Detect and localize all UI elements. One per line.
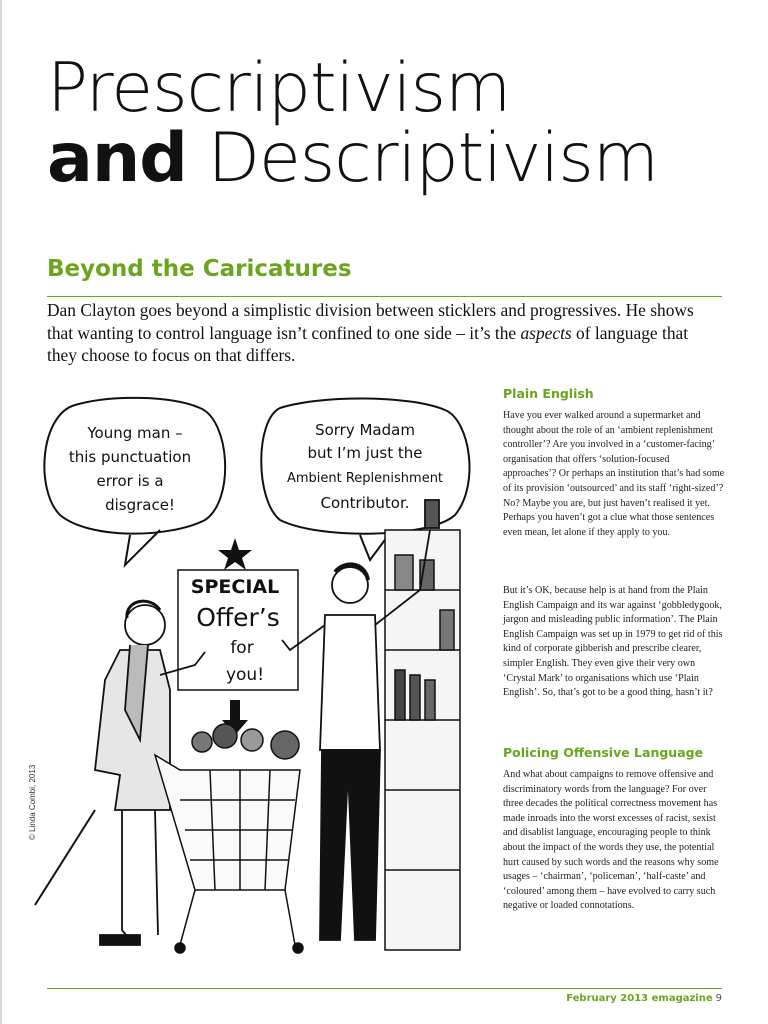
footer-issue: February 2013 emagazine <box>566 993 713 1004</box>
sign-line-2: Offer’s <box>196 603 280 632</box>
shelf-unit <box>385 530 460 950</box>
bubble-right-line-2: but I’m just the <box>307 444 423 462</box>
bubble-left-line-2: this punctuation <box>68 448 192 466</box>
bubble-left-line-3: error is a <box>96 472 164 490</box>
sign-line-3: for <box>230 638 254 658</box>
page-title-line-1: Prescriptivism <box>47 49 511 128</box>
illustration-credit: © Linda Combi, 2013 <box>28 764 37 840</box>
shopping-trolley <box>155 724 303 953</box>
illustration-stroke <box>35 810 95 905</box>
star-icon <box>218 538 252 570</box>
cartoon-illustration <box>30 390 475 975</box>
intro-text-1: Dan Clayton goes beyond a simplistic division between sticklers and progressives. He shows that wanting to control language isn’t confined to one side – it’s the <box>47 300 694 343</box>
article-subtitle: Beyond the Caricatures <box>47 256 352 282</box>
plain-english-paragraph-1: Have you ever walked around a supermarket and thought about the role of an ‘ambient replenishment controller’? Are you involved in a ‘customer-facing’ organisation that offers ‘solution-focused approaches’? Or perhaps an institution that’s had some of its provision ‘outsourced’ and its staff ‘right-sized’? No? Maybe you are, but just haven’t realised it yet. Perhaps you haven’t got a clue what those sentences even mean, let alone if they apply to you. <box>503 410 725 538</box>
title-rest: Descriptivism <box>186 119 658 198</box>
title-bold-word: and <box>47 119 187 198</box>
subtitle-rule <box>47 296 722 297</box>
sign-line-1: SPECIAL <box>190 576 280 598</box>
bubble-right-line-1: Sorry Madam <box>315 421 415 439</box>
page-footer <box>566 993 722 1004</box>
bubble-left-line-1: Young man – <box>87 424 183 442</box>
page-title-line-2 <box>47 119 658 198</box>
sign-line-4: you! <box>225 665 265 685</box>
footer-rule <box>47 988 722 989</box>
section-heading-offensive-language: Policing Offensive Language <box>503 745 704 760</box>
intro-emphasis: aspects <box>520 322 572 343</box>
special-offer-sign <box>178 538 298 735</box>
bubble-right-line-4: Contributor. <box>320 494 410 512</box>
offensive-language-paragraph: And what about campaigns to remove offensive and discriminatory words from the language? For over three decades the political correctness movement has made inroads into the worst excesses of racist, sexist and disablist language, encouraging people to think about the impact of the words they use, the potential hurt caused by such words and the reasons why some usages – ‘chairman’, ‘policeman’, ‘half-caste’ and ‘coloured’ among them – have evolved to carry such negative or loaded connotations. <box>503 769 719 912</box>
bubble-right-line-3: Ambient Replenishment <box>286 471 444 486</box>
page-number: 9 <box>715 993 722 1004</box>
section-heading-plain-english: Plain English <box>503 386 594 401</box>
intro-text-2: of language that they choose to focus on that differs. <box>47 322 689 365</box>
page-edge <box>0 0 2 1024</box>
plain-english-paragraph-2: But it’s OK, because help is at hand from the Plain English Campaign and its war against ‘gobbledygook, jargon and misleading public information’. The Plain English Campaign was set up in 1979 to get rid of this kind of corporate gibberish and prescribe clearer, simpler English. They even give their very own ‘Crystal Mark’ to organisations which use ‘Plain English’. So, that’s got to be a good thing, hasn’t it? <box>503 585 723 699</box>
intro-paragraph <box>47 299 722 367</box>
bubble-left-line-4: disgrace! <box>105 496 175 514</box>
